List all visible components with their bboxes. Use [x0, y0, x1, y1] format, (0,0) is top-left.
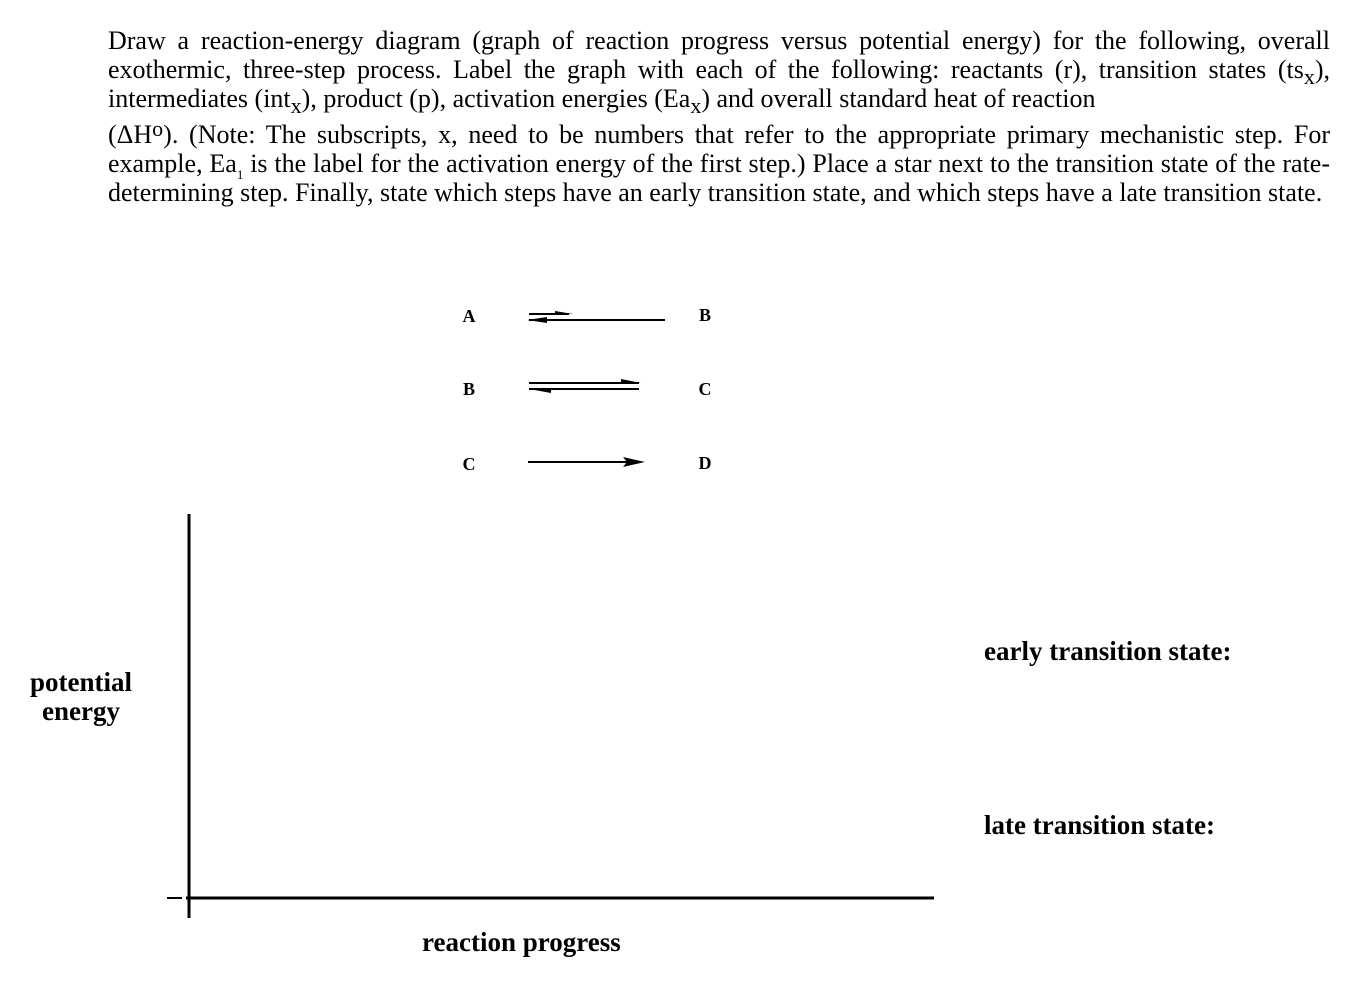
late-transition-state-label: late transition state: — [984, 810, 1215, 840]
step2-product: C — [698, 379, 712, 399]
question-paragraph-2: $(\Delta H^o)$. (Note: The subscripts, x, need to be numbers that refer to the appropriate primary mechanistic step. For example, $Ea_1$ is the label for the activation energy of the first step.) Place a star next to the transition state of the rate-determining step. Finally, state which steps have an early transition state, and which steps have a late transition state. — [108, 116, 1330, 207]
step1-product: B — [698, 305, 711, 325]
step3-product: D — [698, 453, 712, 473]
step3-reactant: C — [462, 454, 476, 474]
early-transition-state-label: early transition state: — [984, 636, 1232, 666]
y-axis-label: potential energy — [29, 667, 132, 726]
step2-reactant: B — [462, 379, 475, 399]
step1-reactant: A — [462, 306, 476, 326]
question-paragraph-1: Draw a reaction-energy diagram (graph of reaction progress versus potential energy) for the following, overall exothermic, three-step process. Label the graph with each of the following: reactants (r), transition states $(ts_x)$, intermediates (int$_x$), product (p), activation energies $(Ea_x)$ and overall standard heat of reaction — [108, 26, 1330, 118]
x-axis-label: reaction progress — [422, 927, 621, 957]
